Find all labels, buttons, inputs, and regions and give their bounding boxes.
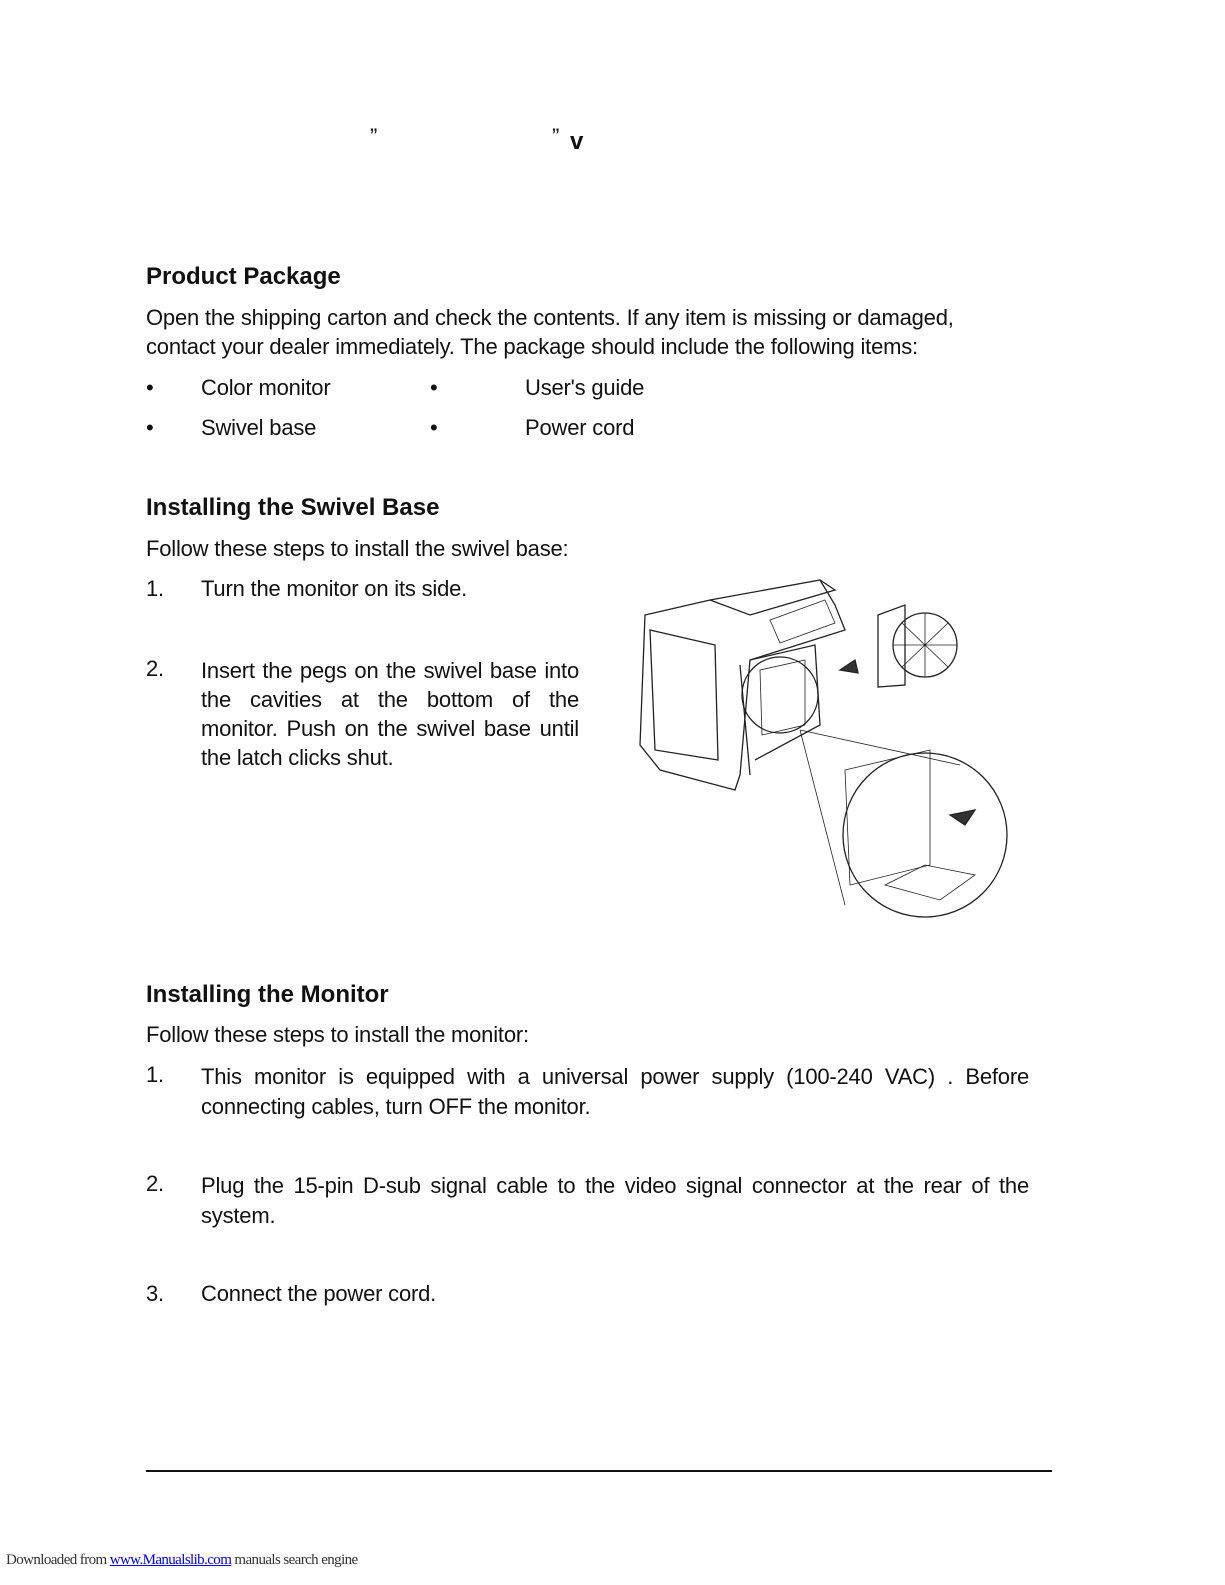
product-package-heading: Product Package	[146, 263, 341, 290]
package-item: Power cord	[525, 415, 635, 440]
installing-monitor-heading: Installing the Monitor	[146, 981, 389, 1008]
footer-prefix: Downloaded from	[6, 1552, 110, 1568]
package-item: Swivel base	[201, 415, 317, 440]
bullet: •	[430, 415, 438, 440]
step-text: Turn the monitor on its side.	[201, 576, 468, 601]
manualslib-link[interactable]: www.Manualslib.com	[109, 1552, 232, 1568]
step-number: 2.	[146, 656, 164, 681]
monitor-intro: Follow these steps to install the monitor:	[146, 1022, 529, 1047]
detail-circle-large	[843, 753, 1007, 917]
swivel-base-heading: Installing the Swivel Base	[146, 494, 440, 521]
quote-mark: ”	[370, 124, 378, 149]
footer-rule	[146, 1470, 1052, 1472]
download-footer	[6, 1552, 358, 1569]
intro-line: contact your dealer immediately. The package should include the following items:	[146, 334, 918, 359]
step-text: Connect the power cord.	[201, 1281, 437, 1306]
step-text: Insert the pegs on the swivel base into the cavities at the bottom of the monitor. Push on the swivel base until the latch clicks shut.	[201, 658, 579, 770]
step-text: This monitor is equipped with a universal power supply (100-240 VAC) . Before connecting cables, turn OFF the monitor.	[201, 1064, 1029, 1119]
bullet: •	[146, 375, 154, 400]
fragment-letter: v	[570, 128, 584, 155]
footer-suffix: manuals search engine	[231, 1552, 358, 1568]
intro-line: Open the shipping carton and check the contents. If any item is missing or damaged,	[146, 305, 954, 330]
package-item: Color monitor	[201, 375, 331, 400]
package-item: User's guide	[525, 375, 645, 400]
detail-circle-small	[742, 657, 818, 733]
step-number: 2.	[146, 1171, 164, 1196]
monitor-screen	[650, 630, 718, 760]
step-number: 1.	[146, 1062, 164, 1087]
step-text: Plug the 15-pin D-sub signal cable to the video signal connector at the rear of the system.	[201, 1173, 1029, 1228]
step-number: 3.	[146, 1281, 164, 1306]
swivel-intro: Follow these steps to install the swivel base:	[146, 536, 569, 561]
arrow-icon	[950, 810, 975, 825]
swivel-base-illustration	[630, 575, 1010, 925]
bullet: •	[146, 415, 154, 440]
bullet: •	[430, 375, 438, 400]
arrow-icon	[840, 660, 858, 673]
quote-mark: ”	[552, 124, 560, 149]
step-number: 1.	[146, 576, 164, 601]
